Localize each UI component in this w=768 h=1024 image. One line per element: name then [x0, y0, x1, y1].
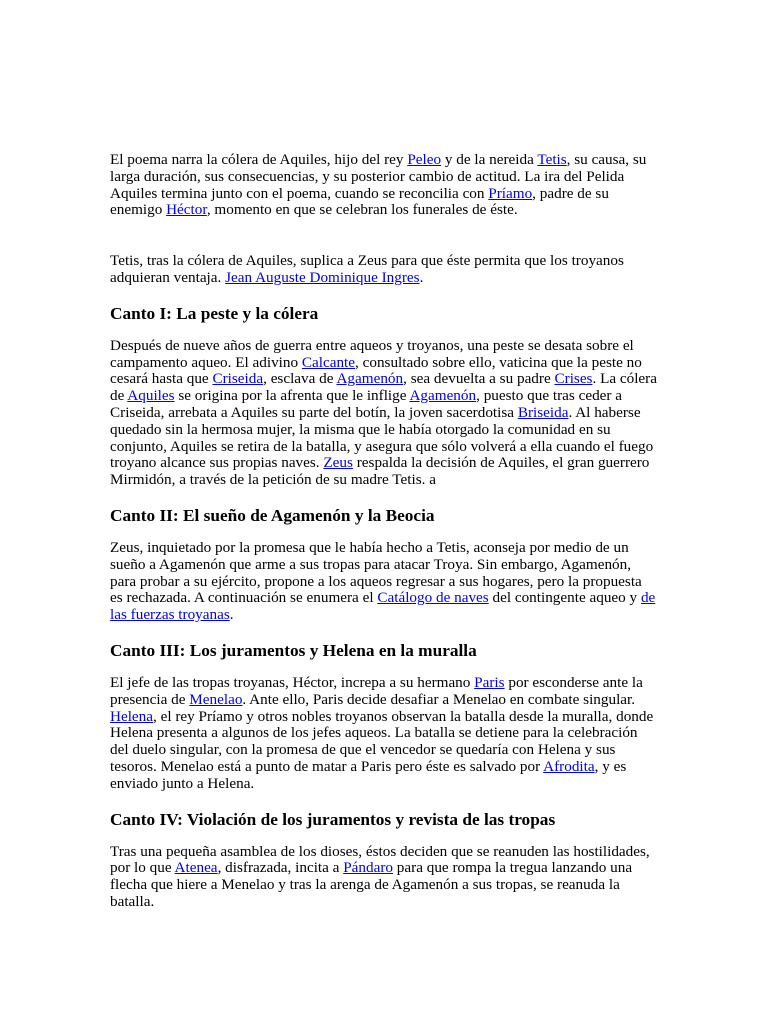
canto3-heading: Canto III: Los juramentos y Helena en la muralla — [110, 640, 477, 660]
link-fuerzas-troyanas[interactable]: de las fuerzas troyanas — [110, 589, 656, 624]
link-menelao[interactable]: Menelao — [189, 690, 243, 708]
text: del contingente aqueo y — [488, 589, 641, 607]
link-pandaro[interactable]: Pándaro — [343, 859, 393, 877]
text: , consultado sobre ello, vaticina que la peste no cesará hasta que — [110, 353, 642, 388]
canto4-paragraph — [110, 844, 658, 911]
link-paris[interactable]: Paris — [474, 673, 505, 691]
text: El jefe de las tropas troyanas, Héctor, increpa a su hermano — [110, 673, 475, 691]
canto1-paragraph — [110, 338, 658, 489]
text: , esclava de — [263, 370, 337, 388]
link-briseida[interactable]: Briseida — [517, 403, 569, 421]
canto4-heading: Canto IV: Violación de los juramentos y revista de las tropas — [110, 809, 556, 829]
text: para que rompa la tregua lanzando una flecha que hiere a Menelao y tras la arenga de Agamenón a sus tropas, se reanuda la batalla. — [110, 859, 633, 910]
text: , el rey Príamo y otros nobles troyanos observan la batalla desde la muralla, donde Helena presenta a algunos de los jefes aqueos. La batalla se detiene para la celebración del duelo singular, con la promesa de que el vencedor se quedaría con Helena y sus tesoros. Menelao está a punto de matar a Paris pero éste es salvado por — [110, 707, 654, 775]
link-crises[interactable]: Crises — [554, 370, 593, 388]
text: Tetis, tras la cólera de Aquiles, suplica a Zeus para que éste permita que los troyanos adquieran ventaja. — [110, 252, 624, 286]
link-criseida[interactable]: Criseida — [212, 370, 264, 388]
text: por esconderse ante la presencia de — [110, 673, 643, 708]
link-priamo[interactable]: Príamo — [488, 184, 533, 202]
canto2-heading: Canto II: El sueño de Agamenón y la Beocia — [110, 505, 435, 525]
link-peleo[interactable]: Peleo — [407, 151, 442, 168]
link-calcante[interactable]: Calcante — [301, 353, 356, 371]
text: respalda la decisión de Aquiles, el gran guerrero Mirmidón, a través de la petición de su madre Tetis. a — [110, 454, 650, 489]
canto1-heading: Canto I: La peste y la cólera — [110, 303, 319, 323]
intro-paragraph — [110, 152, 658, 219]
link-catalogo-naves[interactable]: Catálogo de naves — [377, 589, 489, 607]
text: y de la nereida — [441, 151, 538, 168]
text: , disfrazada, incita a — [217, 859, 344, 877]
link-zeus[interactable]: Zeus — [323, 454, 353, 472]
text: . — [419, 268, 424, 286]
link-afrodita[interactable]: Afrodita — [543, 757, 595, 775]
text: . — [229, 606, 234, 624]
text: . Ante ello, Paris decide desafiar a Menelao en combate singular. — [242, 690, 636, 708]
text: , momento en que se celebran los funerales de éste. — [206, 201, 518, 219]
text: Tras una pequeña asamblea de los dioses, éstos deciden que se reanuden las hostilidades, por lo que — [110, 842, 650, 877]
link-atenea[interactable]: Atenea — [174, 859, 218, 877]
text: Zeus, inquietado por la promesa que le había hecho a Tetis, aconseja por medio de un sueño a Agamenón que arme a sus tropas para atacar Troya. Sin embargo, Agamenón, para probar a su ejército, propone a los aqueos regresar a sus hogares, pero la propuesta es rechazada. A continuación se enumera el — [110, 538, 642, 607]
text: El poema narra la cólera de Aquiles, hijo del rey — [110, 151, 408, 168]
text: , sea devuelta a su padre — [403, 370, 555, 388]
text: Después de nueve años de guerra entre aqueos y troyanos, una peste se desata sobre el campamento aqueo. El adivino — [110, 336, 634, 371]
canto3-paragraph — [110, 675, 658, 793]
text: , puesto que tras ceder a Criseida, arrebata a Aquiles su parte del botín, la joven sacerdotisa — [110, 387, 622, 421]
text: , padre de su enemigo — [110, 184, 609, 219]
document-body — [110, 152, 658, 911]
canto2-paragraph — [110, 540, 658, 624]
link-ingres[interactable]: Jean Auguste Dominique Ingres — [225, 268, 420, 286]
text: . Al haberse quedado sin la hermosa mujer, la misma que le había otorgado la comunidad en su conjunto, Aquiles se retira de la batalla, y asegura que sólo volverá a ella cuando el fuego troyano alcance sus propias naves. — [110, 403, 654, 472]
link-helena[interactable]: Helena — [110, 707, 154, 725]
text: , y es enviado junto a Helena. — [110, 757, 627, 792]
text: se origina por la afrenta que le inflige — [174, 387, 410, 405]
link-hector[interactable]: Héctor — [166, 201, 207, 219]
text: , su causa, su larga duración, sus consecuencias, y su posterior cambio de actitud. La ira del Pelida Aquiles termina junto con el poema, cuando se reconcilia con — [110, 151, 647, 202]
link-agamenon[interactable]: Agamenón — [409, 387, 477, 405]
link-agamenon[interactable]: Agamenón — [336, 370, 404, 388]
link-tetis[interactable]: Tetis — [537, 151, 567, 168]
link-aquiles[interactable]: Aquiles — [127, 387, 175, 405]
image-caption — [110, 253, 658, 287]
text: . La cólera de — [110, 370, 657, 405]
